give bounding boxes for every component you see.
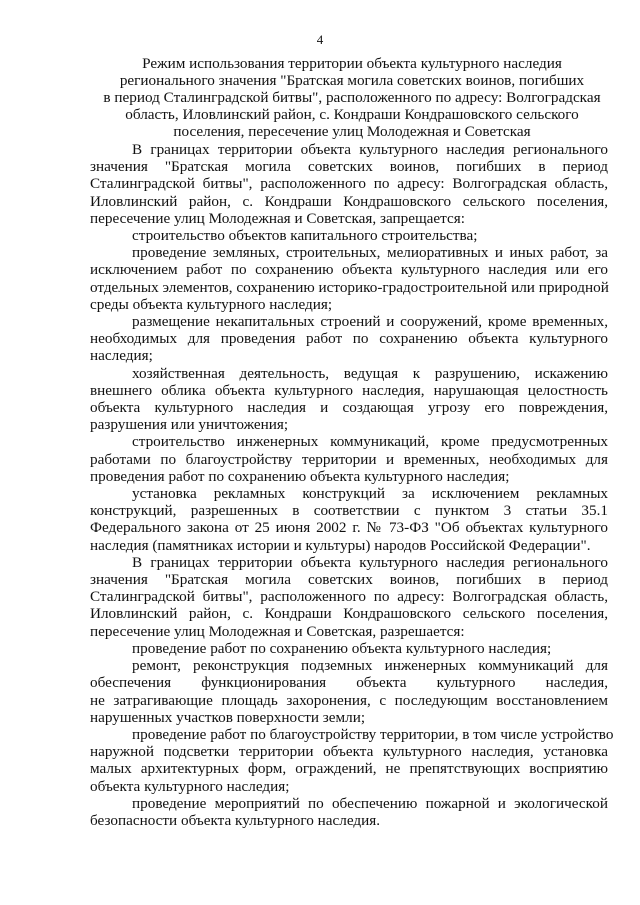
text-line: Федерального закона от 25 июня 2002 г. № 73-ФЗ "Об объектах культурного (90, 519, 608, 537)
text-line: необходимых для проведения работ по сохранению объекта культурного (90, 330, 608, 348)
text-line: проведение земляных, строительных, мелиоративных и иных работ, за (132, 244, 608, 262)
text-line: малых архитектурных форм, ограждений, не препятствующих восприятию (90, 760, 608, 778)
text-line: хозяйственная деятельность, ведущая к разрушению, искажению (132, 364, 608, 382)
text-line: В границах территории объекта культурного наследия регионального (132, 553, 608, 571)
text-line: наследия; (90, 347, 153, 365)
text-line: Сталинградской битвы", расположенного по адресу: Волгоградская область, (90, 588, 608, 606)
paragraph (90, 657, 608, 726)
text-line: значения "Братская могила советских воинов, погибших в период (90, 158, 608, 176)
text-line: работами по благоустройству территории и временных, необходимых для (90, 450, 608, 468)
title-line: область, Иловлинский район, с. Кондраши Кондрашовского сельского (125, 106, 579, 123)
paragraph (90, 141, 608, 227)
paragraph (90, 795, 608, 829)
text-line: Иловлинский район, с. Кондраши Кондрашовского сельского поселения, (90, 605, 608, 623)
paragraph (90, 313, 608, 365)
text-line: разрушения или уничтожения; (90, 416, 289, 434)
paragraph (90, 433, 608, 485)
text-line: наружной подсветки территории объекта культурного наследия, установка (90, 743, 608, 761)
text-line: не затрагивающие площадь захоронения, с последующим восстановлением (90, 691, 608, 709)
text-line: безопасности объекта культурного наследия. (90, 811, 381, 829)
text-line: наследия (памятниках истории и культуры) народов Российской Федерации". (90, 536, 591, 554)
text-line: размещение некапитальных строений и сооружений, кроме временных, (132, 313, 608, 331)
paragraph (90, 244, 608, 313)
title-line: поселения, пересечение улиц Молодежная и Советская (173, 123, 531, 140)
paragraph (90, 365, 608, 434)
text-line: объекта культурного наследия; (90, 777, 290, 795)
paragraph (90, 485, 608, 554)
text-line: проведения работ по сохранению объекта культурного наследия; (90, 467, 510, 485)
text-line: проведение работ по благоустройству территории, в том числе устройство (132, 725, 614, 743)
paragraph (90, 640, 608, 657)
text-line: Иловлинский район, с. Кондраши Кондрашовского сельского поселения, (90, 192, 608, 210)
text-line: строительство инженерных коммуникаций, кроме предусмотренных (132, 433, 608, 451)
paragraph (90, 725, 614, 795)
title-line: в период Сталинградской битвы", расположенного по адресу: Волгоградская (103, 89, 601, 106)
text-line: объекта культурного наследия и создающая угрозу его повреждения, (90, 399, 608, 417)
title-line: регионального значения "Братская могила советских воинов, погибших (119, 72, 585, 89)
text-line: среды объекта культурного наследия; (90, 295, 333, 313)
text-line: пересечение улиц Молодежная и Советская, разрешается: (90, 622, 465, 640)
text-line: В границах территории объекта культурного наследия регионального (132, 141, 608, 158)
text-line: значения "Братская могила советских воинов, погибших в период (90, 571, 608, 589)
text-line: строительство объектов капитального строительства; (132, 227, 478, 245)
document-body (90, 141, 614, 829)
text-line: конструкций, разрешенных в соответствии с пунктом 3 статьи 35.1 (90, 502, 608, 520)
paragraph (90, 227, 608, 244)
document-title (92, 55, 612, 140)
text-line: обеспечения функционирования объекта культурного наследия, (90, 674, 608, 692)
title-line: Режим использования территории объекта культурного наследия (142, 55, 562, 72)
text-line: Сталинградской битвы", расположенного по адресу: Волгоградская область, (90, 175, 608, 193)
text-line: внешнего облика объекта культурного наследия, нарушающая целостность (90, 381, 608, 399)
text-line: ремонт, реконструкция подземных инженерных коммуникаций для (132, 657, 608, 675)
text-line: нарушенных участков поверхности земли; (90, 708, 366, 726)
text-line: установка рекламных конструкций за исключением рекламных (132, 485, 608, 503)
page-number: 4 (316, 32, 324, 47)
text-line: проведение мероприятий по обеспечению пожарной и экологической (132, 794, 608, 812)
paragraph (90, 554, 608, 640)
text-line: отдельных элементов, сохранению историко-градостроительной или природной (90, 278, 609, 296)
text-line: исключением работ по сохранению объекта культурного наследия или его (90, 261, 608, 279)
text-line: проведение работ по сохранению объекта культурного наследия; (132, 639, 552, 657)
text-line: пересечение улиц Молодежная и Советская, запрещается: (90, 209, 465, 227)
